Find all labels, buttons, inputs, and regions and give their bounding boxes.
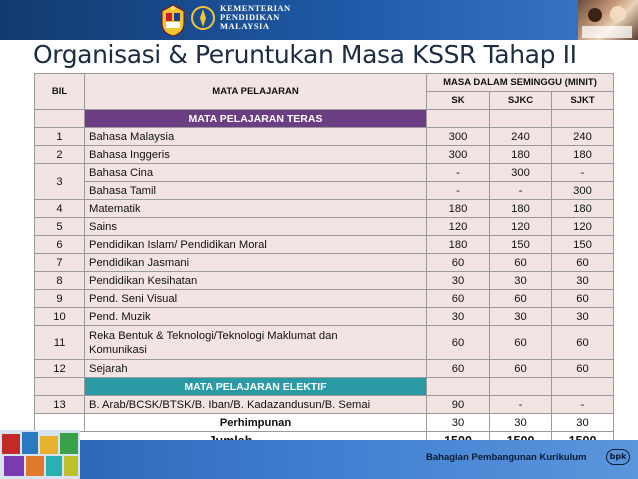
row-sjkc: 60 xyxy=(490,360,552,378)
row-sk: 60 xyxy=(427,360,490,378)
row-sk: - xyxy=(427,164,490,182)
row-subject: B. Arab/BCSK/BTSK/B. Iban/B. Kadazandusun/B. Semai xyxy=(85,396,427,414)
section-teras-heading: MATA PELAJARAN TERAS xyxy=(85,110,427,128)
perhimpunan-sk: 30 xyxy=(427,414,490,432)
row-subject: Bahasa Cina xyxy=(85,164,427,182)
row-sk: 300 xyxy=(427,128,490,146)
row-bil: 11 xyxy=(35,326,85,360)
header-sjkc: SJKC xyxy=(490,92,552,110)
row-sjkt: 60 xyxy=(552,290,614,308)
section-spacer xyxy=(427,110,490,128)
row-subject: Pend. Muzik xyxy=(85,308,427,326)
table-row xyxy=(35,236,614,254)
table-row xyxy=(35,164,614,182)
row-subject: Bahasa Inggeris xyxy=(85,146,427,164)
row-subject: Pendidikan Kesihatan xyxy=(85,272,427,290)
table-row xyxy=(35,146,614,164)
ministry-name-line3: MALAYSIA xyxy=(220,21,270,31)
row-sjkt: 120 xyxy=(552,218,614,236)
section-elektif-heading: MATA PELAJARAN ELEKTIF xyxy=(85,378,427,396)
row-sjkc: 60 xyxy=(490,254,552,272)
row-sjkc: 240 xyxy=(490,128,552,146)
row-bil: 7 xyxy=(35,254,85,272)
table-row xyxy=(35,360,614,378)
row-sjkt: 300 xyxy=(552,182,614,200)
row-sjkt: 60 xyxy=(552,360,614,378)
header-photo xyxy=(578,0,638,40)
section-spacer xyxy=(552,378,614,396)
row-bil: 10 xyxy=(35,308,85,326)
row-sk: 60 xyxy=(427,254,490,272)
row-subject-line2: Komunikasi xyxy=(89,343,147,356)
section-spacer xyxy=(35,378,85,396)
row-subject: Matematik xyxy=(85,200,427,218)
allocation-table xyxy=(34,73,613,450)
row-subject: Pendidikan Islam/ Pendidikan Moral xyxy=(85,236,427,254)
row-sk: 300 xyxy=(427,146,490,164)
row-sjkt: 180 xyxy=(552,200,614,218)
row-bil: 3 xyxy=(35,164,85,200)
footer-division-name: Bahagian Pembangunan Kurikulum xyxy=(426,452,587,463)
row-subject: Sains xyxy=(85,218,427,236)
footer-collage-image xyxy=(0,430,80,479)
perhimpunan-bil xyxy=(35,414,85,432)
row-sk: 180 xyxy=(427,236,490,254)
row-sjkt: - xyxy=(552,164,614,182)
row-sjkc: 300 xyxy=(490,164,552,182)
table-row xyxy=(35,128,614,146)
header-subject: MATA PELAJARAN xyxy=(85,74,427,110)
row-sjkt: - xyxy=(552,396,614,414)
row-sk: - xyxy=(427,182,490,200)
perhimpunan-label: Perhimpunan xyxy=(85,414,427,432)
table-row xyxy=(35,272,614,290)
header-time: MASA DALAM SEMINGGU (MINIT) xyxy=(427,74,614,92)
table-row xyxy=(35,254,614,272)
row-subject-line1: Reka Bentuk & Teknologi/Teknologi Maklumat dan xyxy=(89,329,338,342)
bpk-logo-icon: bpk xyxy=(606,449,630,465)
row-sjkc: 180 xyxy=(490,146,552,164)
row-sjkt: 180 xyxy=(552,146,614,164)
ministry-name xyxy=(220,4,291,31)
row-sjkt: 150 xyxy=(552,236,614,254)
row-sk: 30 xyxy=(427,272,490,290)
section-spacer xyxy=(427,378,490,396)
row-sk: 180 xyxy=(427,200,490,218)
row-subject: Bahasa Tamil xyxy=(85,182,427,200)
ministry-logo-icon xyxy=(190,5,216,31)
header-band xyxy=(0,0,638,40)
perhimpunan-row xyxy=(35,414,614,432)
row-sjkc: 120 xyxy=(490,218,552,236)
row-sk: 120 xyxy=(427,218,490,236)
row-sjkc: 30 xyxy=(490,308,552,326)
header-sk: SK xyxy=(427,92,490,110)
perhimpunan-sjkt: 30 xyxy=(552,414,614,432)
table-row xyxy=(35,182,614,200)
row-bil: 5 xyxy=(35,218,85,236)
row-sk: 60 xyxy=(427,290,490,308)
row-bil: 4 xyxy=(35,200,85,218)
row-bil: 6 xyxy=(35,236,85,254)
row-subject: Sejarah xyxy=(85,360,427,378)
section-spacer xyxy=(552,110,614,128)
row-bil: 12 xyxy=(35,360,85,378)
table-row xyxy=(35,290,614,308)
row-sjkt: 30 xyxy=(552,272,614,290)
table-row xyxy=(35,218,614,236)
section-spacer xyxy=(490,378,552,396)
row-subject xyxy=(85,326,427,360)
table-row xyxy=(35,326,614,360)
row-sjkc: 150 xyxy=(490,236,552,254)
row-bil: 13 xyxy=(35,396,85,414)
row-sk: 60 xyxy=(427,326,490,360)
table-row xyxy=(35,396,614,414)
page-title: Organisasi & Peruntukan Masa KSSR Tahap II xyxy=(33,40,577,69)
row-sk: 30 xyxy=(427,308,490,326)
row-sjkc: - xyxy=(490,396,552,414)
row-bil: 9 xyxy=(35,290,85,308)
row-sjkt: 60 xyxy=(552,254,614,272)
row-subject: Pend. Seni Visual xyxy=(85,290,427,308)
ministry-name-line1: KEMENTERIAN xyxy=(220,3,291,13)
row-sjkt: 60 xyxy=(552,326,614,360)
row-sjkc: 60 xyxy=(490,290,552,308)
row-subject: Bahasa Malaysia xyxy=(85,128,427,146)
row-bil: 2 xyxy=(35,146,85,164)
row-sk: 90 xyxy=(427,396,490,414)
row-sjkc: - xyxy=(490,182,552,200)
row-subject: Pendidikan Jasmani xyxy=(85,254,427,272)
row-sjkc: 30 xyxy=(490,272,552,290)
table-row xyxy=(35,308,614,326)
table-row xyxy=(35,200,614,218)
header-bil: BIL xyxy=(35,74,85,110)
section-spacer xyxy=(35,110,85,128)
header-sjkt: SJKT xyxy=(552,92,614,110)
malaysia-crest-icon xyxy=(158,3,188,37)
ministry-name-line2: PENDIDIKAN xyxy=(220,12,280,22)
row-sjkc: 180 xyxy=(490,200,552,218)
perhimpunan-sjkc: 30 xyxy=(490,414,552,432)
row-bil: 1 xyxy=(35,128,85,146)
row-sjkt: 240 xyxy=(552,128,614,146)
row-sjkt: 30 xyxy=(552,308,614,326)
section-spacer xyxy=(490,110,552,128)
row-bil: 8 xyxy=(35,272,85,290)
row-sjkc: 60 xyxy=(490,326,552,360)
